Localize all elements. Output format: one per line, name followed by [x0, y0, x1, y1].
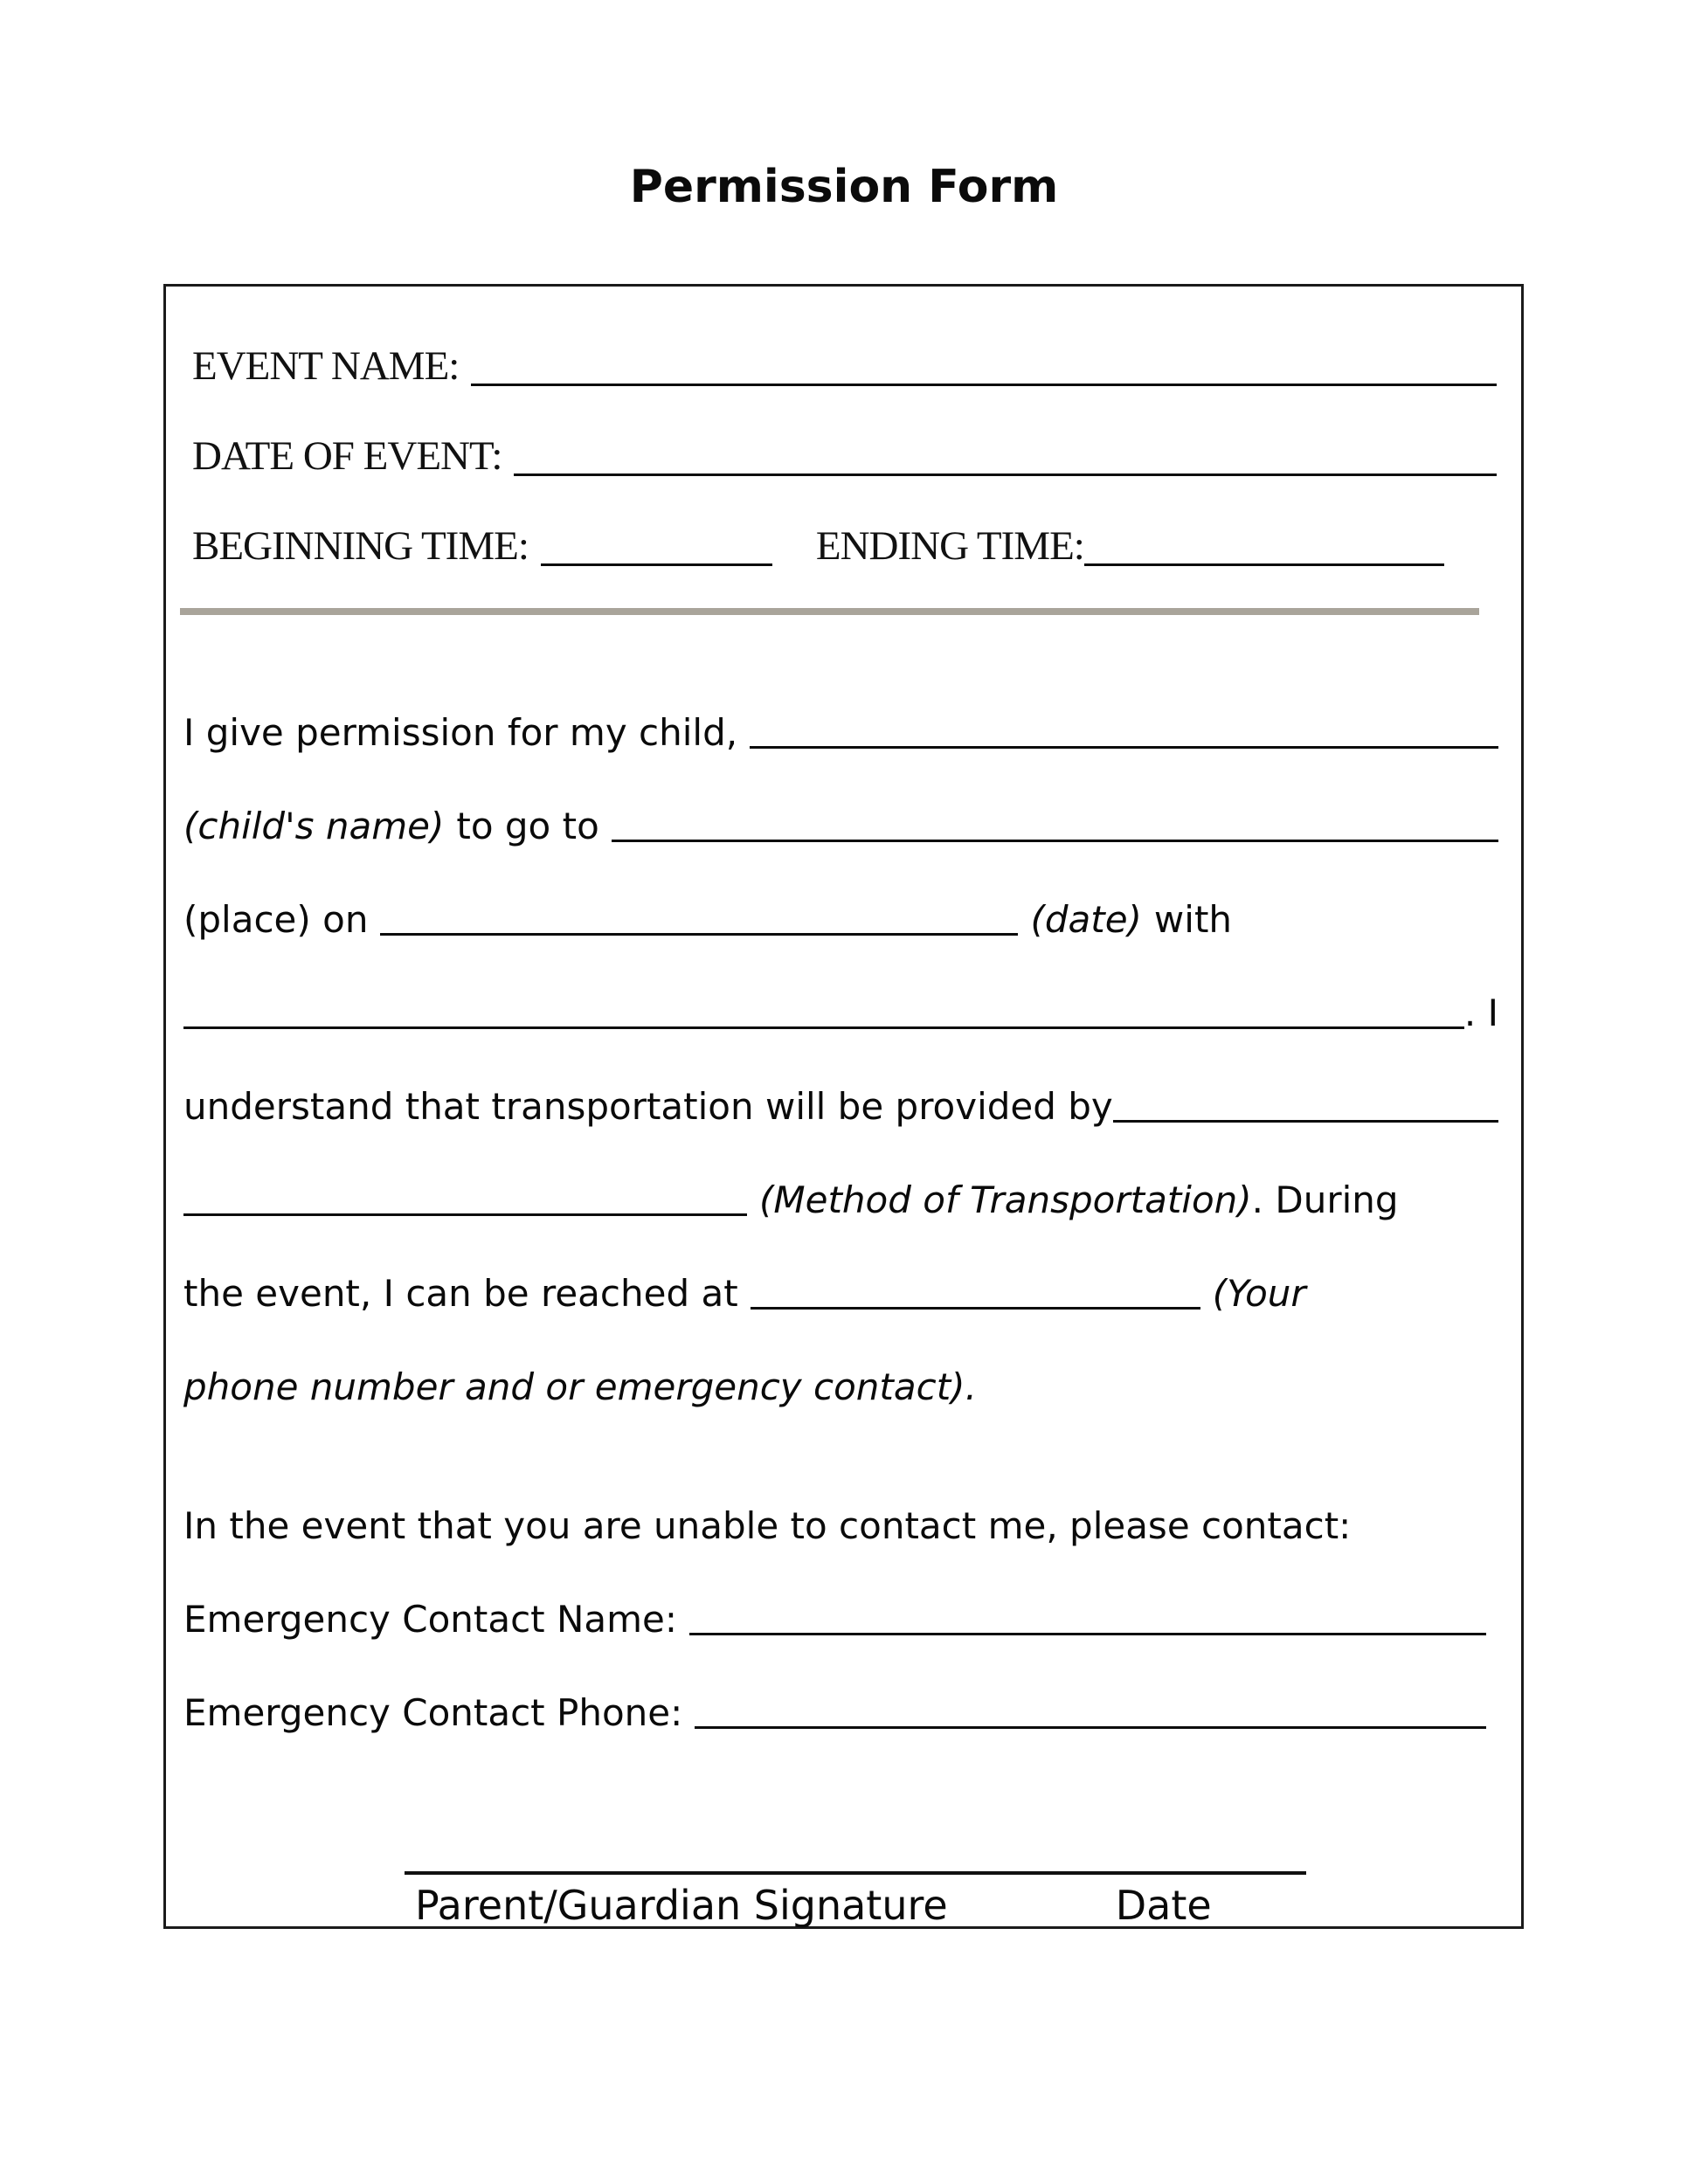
- date-of-event-row: [192, 397, 1497, 487]
- emergency-contact-name-label: Emergency Contact Name:: [183, 1598, 678, 1641]
- transportation-blank-line-1: [1113, 1120, 1498, 1123]
- unable-to-contact-text: In the event that you are unable to contact me, please contact:: [183, 1504, 1352, 1547]
- transportation-blank-line-2: [183, 1213, 747, 1216]
- times-row: [192, 487, 1497, 577]
- unable-to-contact-row: [183, 1465, 1498, 1559]
- date-blank-line: [380, 933, 1018, 936]
- childs-name-hint: (child's name): [183, 805, 445, 847]
- place-blank-line: [612, 840, 1498, 842]
- signature-blank-line: [405, 1871, 1306, 1875]
- place-on-text: (place) on: [183, 898, 369, 941]
- period-i-text: . I: [1463, 992, 1498, 1034]
- transportation-provided-text: understand that transportation will be provided by: [183, 1085, 1113, 1128]
- parent-guardian-signature-label: Parent/Guardian Signature: [415, 1882, 948, 1929]
- beginning-time-label: BEGINNING TIME:: [192, 523, 529, 569]
- your-hint: (Your: [1212, 1272, 1306, 1315]
- beginning-time-blank-line: [541, 563, 772, 566]
- event-name-label: EVENT NAME:: [192, 343, 460, 389]
- section-divider: [180, 608, 1479, 615]
- phone-number-hint: phone number and or emergency contact).: [183, 1365, 977, 1408]
- paragraph-line-1: [183, 672, 1498, 765]
- emergency-name-row: [183, 1559, 1498, 1652]
- emergency-name-blank-line: [689, 1633, 1486, 1635]
- paragraph-line-3: [183, 859, 1498, 952]
- reached-at-text: the event, I can be reached at: [183, 1272, 738, 1315]
- date-of-event-label: DATE OF EVENT:: [192, 433, 502, 479]
- date-hint: (date): [1030, 898, 1142, 941]
- phone-blank-line: [751, 1307, 1200, 1310]
- event-name-blank-line: [471, 384, 1497, 386]
- page-title: Permission Form: [629, 161, 1059, 213]
- event-info-section: [192, 308, 1497, 577]
- to-go-to-text: to go to: [456, 805, 599, 847]
- ending-time-blank-line: [1084, 563, 1444, 566]
- signature-block: [405, 1871, 1306, 1928]
- paragraph-gap: [183, 1420, 1498, 1465]
- paragraph-line-6: [183, 1139, 1498, 1233]
- ending-time-label: ENDING TIME:: [815, 523, 1084, 569]
- chaperone-blank-line: [183, 1026, 1464, 1029]
- permission-form-box: [163, 284, 1524, 1929]
- emergency-phone-blank-line: [695, 1726, 1486, 1729]
- event-name-row: [192, 308, 1497, 397]
- emergency-phone-row: [183, 1652, 1498, 1745]
- give-permission-text: I give permission for my child,: [183, 711, 738, 754]
- paragraph-line-8: [183, 1326, 1498, 1420]
- with-text: with: [1153, 898, 1233, 941]
- signature-labels-row: [405, 1883, 1306, 1928]
- permission-text-section: [183, 672, 1498, 1745]
- paragraph-line-7: [183, 1233, 1498, 1326]
- method-of-transportation-hint: (Method of Transportation): [759, 1178, 1252, 1221]
- emergency-contact-phone-label: Emergency Contact Phone:: [183, 1691, 683, 1734]
- paragraph-line-2: [183, 765, 1498, 859]
- date-label: Date: [1115, 1882, 1212, 1929]
- date-of-event-blank-line: [514, 473, 1497, 476]
- during-text: . During: [1251, 1178, 1399, 1221]
- paragraph-line-4: [183, 952, 1498, 1046]
- child-name-blank-line: [750, 746, 1498, 749]
- paragraph-line-5: [183, 1046, 1498, 1139]
